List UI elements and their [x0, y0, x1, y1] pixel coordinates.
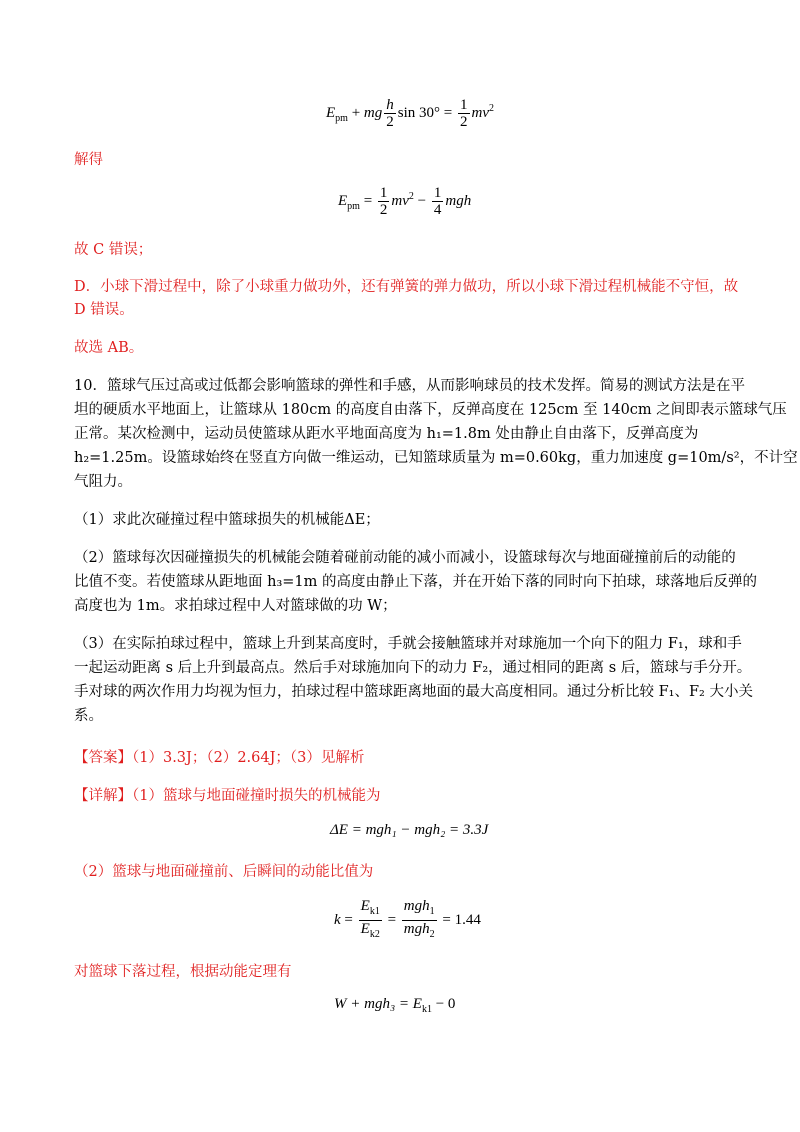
question-3-line-2: 一起运动距离 s 后上升到最高点。然后手对球施加向下的动力 F₂，通过相同的距离 s 后，篮球与手分开。 — [74, 660, 752, 676]
question-2-line-1: （2）篮球每次因碰撞损失的机械能会随着碰前动能的减小而减小，设篮球每次与地面碰撞前后的动能的 — [74, 550, 736, 566]
question-3-line-3: 手对球的两次作用力均视为恒力，拍球过程中篮球距离地面的最大高度相同。通过分析比较 F₁、F₂ 大小关 — [74, 684, 753, 700]
question-2-line-2: 比值不变。若使篮球从距地面 h₃=1m 的高度由静止下落，并在开始下落的同时向下拍球，球落地后反弹的 — [74, 574, 757, 590]
problem-line-1: 10．篮球气压过高或过低都会影响篮球的弹性和手感，从而影响球员的技术发挥。简易的测试方法是在平 — [74, 378, 745, 394]
text-d-line-2: D 错误。 — [74, 302, 134, 318]
answer-line: 【答案】（1）3.3J；（2）2.64J；（3）见解析 — [74, 750, 365, 766]
text-choose: 故选 AB。 — [74, 340, 144, 356]
detail-line-3: 对篮球下落过程，根据动能定理有 — [74, 964, 292, 980]
text-jiede: 解得 — [74, 152, 103, 168]
problem-line-5: 气阻力。 — [74, 474, 132, 490]
detail-line-1: 【详解】（1）篮球与地面碰撞时损失的机械能为 — [74, 788, 381, 804]
equation-3: ΔE = mgh₁ − mgh₂ = 3.3J — [330, 822, 489, 838]
text-c-wrong: 故 C 错误； — [74, 242, 153, 258]
question-1: （1）求此次碰撞过程中篮球损失的机械能ΔE； — [74, 512, 380, 528]
question-2-line-3: 高度也为 1m。求拍球过程中人对篮球做的功 W； — [74, 598, 397, 614]
problem-line-3: 正常。某次检测中，运动员使篮球从距水平地面高度为 h₁=1.8m 处由静止自由落下，反弹高度为 — [74, 426, 699, 442]
text-d-line-1: D．小球下滑过程中，除了小球重力做功外，还有弹簧的弹力做功，所以小球下滑过程机械能不守恒，故 — [74, 279, 739, 295]
question-3-line-1: （3）在实际拍球过程中，篮球上升到某高度时，手就会接触篮球并对球施加一个向下的阻力 F₁，球和手 — [74, 636, 742, 652]
question-3-line-4: 系。 — [74, 708, 103, 724]
problem-line-4: h₂=1.25m。设篮球始终在竖直方向做一维运动，已知篮球质量为 m=0.60kg，重力加速度 g=10m/s²，不计空 — [74, 450, 798, 466]
equation-4: k = $\frac{E_{k1}}{E_{k2}}$ = $\frac{mgh_1}{mgh_2}$ = 1.44 — [334, 898, 481, 943]
detail-line-2: （2）篮球与地面碰撞前、后瞬间的动能比值为 — [74, 864, 374, 880]
equation-2: $E_{pm}$ = $\frac{1}{2}$ $mv^2$ − $\frac{1}{4}$ mgh — [338, 185, 472, 218]
equation-1: $E_{pm}$ + mg $\frac{h}{2}$ sin 30° = $\frac{1}{2}$ $mv^2$ — [326, 97, 494, 130]
problem-line-2: 坦的硬质水平地面上，让篮球从 180cm 的高度自由落下，反弹高度在 125cm 至 140cm 之间即表示篮球气压 — [74, 402, 787, 418]
equation-5: $W + mgh_3 = E_{k1} - 0$ — [334, 996, 456, 1015]
